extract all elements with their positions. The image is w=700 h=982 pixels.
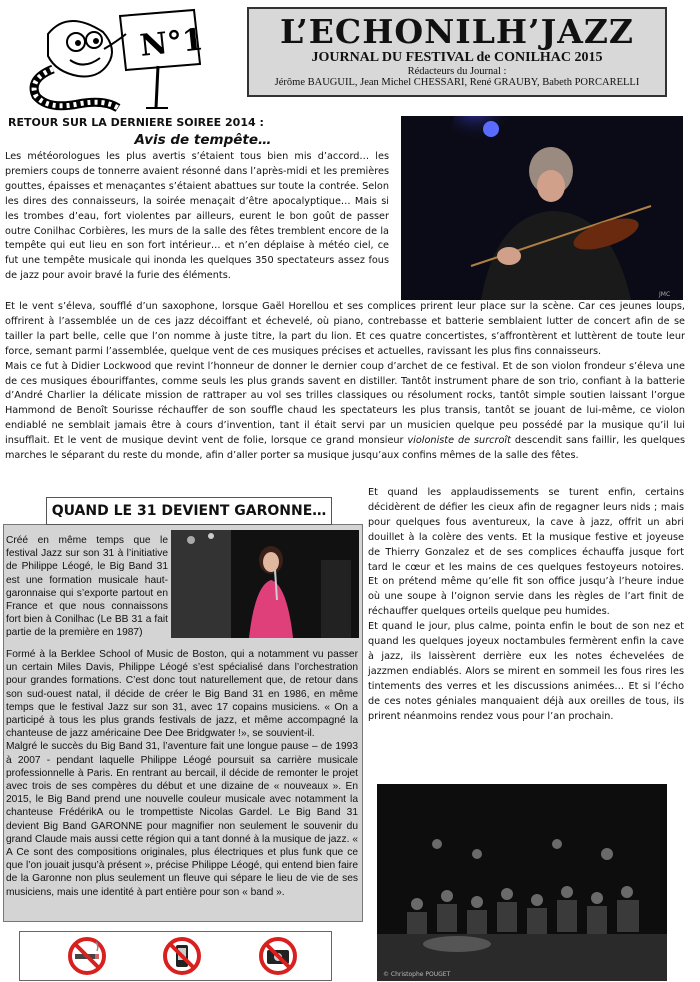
- paragraph-garonne: Malgré le succès du Big Band 31, l’aventure fait une longue pause – de 1993 à 2007 - pendant laquelle Philippe Léogé poursuit sa carrière musicale professionnelle à Paris. En rentrant au bercail, il décide de remonter le projet avec trois de ses compères du début et une dizaine de « nouveaux ». En 2015, le Big Band prend une nouvelle couleur musicale avec notamment la chanteuse FrédérikA ou le trompettiste Nicolas Gardel. Le Big Band 31 devient Big Band GARONNE pour magnifier non seulement le souvenir du grand Claude mais aussi cette région qui a tant donné à la musique de jazz. « A Ce sont des compositions originales, plus électriques et plus funk que ce que l’on jouait jusqu’à présent », précise Philippe Léogé, qui entend bien faire de la Garonne non plus seulement un fleuve qui sépare le lieu de vie de ses musiciens, mais une identité à part entière pour son « band ».: [6, 741, 358, 898]
- article-paragraph: Les météorologues les plus avertis s’étaient tous bien mis d’accord… les premiers coups de tonnerre avaient résonné dans l’après-midi et les premières gouttes, épaisses et menaçantes s’étaient abattues sur toute la contrée. Selon les dires des connaisseurs, la soirée menaçait d’être apocalyptique… Mais si les trombes d’eau, fort violentes par ailleurs, eurent le bon goût de passer outre Conilhac Corbières, les murs de la salle des fêtes tremblent encore de la tempête qui eut lieu en son fort intérieur… et n’en déplaise à météo ciel, ce fut une tempête musicale qui inonda les quelques 350 spectateurs assez fous de jazz pour avoir bravé la furie des éléments.: [5, 151, 389, 282]
- journal-subtitle: JOURNAL DU FESTIVAL de CONILHAC 2015: [311, 50, 603, 65]
- article-heading: RETOUR SUR LA DERNIERE SOIREE 2014 :: [8, 116, 264, 129]
- editors-names: Jérôme BAUGUIL, Jean Michel CHESSARI, René GRAUBY, Babeth PORCARELLI: [274, 77, 640, 88]
- paragraph-saxophone: Et le vent s’éleva, soufflé d’un saxophone, lorsque Gaël Horellou et ses complices prirent leur place sur la scène. Car ces jeunes loups, offrirent à l’assemblée un de ces jazz décoiffant et échevelé, où piano, contrebasse et batterie semblaient lutter de concert afin de se tailler la part belle, celle que l’on nomme à juste titre, la part du lion. Et ces quatre concertistes, s’affrontèrent et luttèrent de toute leur force, semant parmi l’assemblée, quelque vent de ces musiques précises et actuelles, ravissant les plus fins connaisseurs.: [5, 301, 685, 357]
- journal-title: L’ECHONILH’JAZZ: [280, 12, 634, 51]
- paragraph-applause: Et quand les applaudissements se turent enfin, certains décidèrent de défier les cieux afin de regagner leurs nids ; mais pour quelques fous aventureux, la cave à jazz, offrit un abri douillet à la colère des vents. Et la musique festive et joyeuse de Thierry Gonzalez et de ses complices échauffa jusque fort tard le cœur et les mains de ces quelques festoyeurs notoires. Et on prétend même qu’elle fit son office jusqu’à l’heure indue où une soupe à l’oignon servie dans les règles de l’art finit de réchauffer quelques orteils quelque peu humides.: [368, 487, 684, 618]
- paragraph-dawn: Et quand le jour, plus calme, pointa enfin le bout de son nez et quand les quelques joyeux noctambules fermèrent enfin la cave à jazz, ils laissèrent derrière eux les notes échevelées de jazzmen endiablés. Alors se mirent en sommeil les fous rires les tintements des verres et les discussions animées… Et si l’écho de ces notes géniales manquaient déjà aux oreilles de tous, ils prirent néanmoins rendez vous pour l’an prochain.: [368, 621, 684, 722]
- issue-number: N°1: [138, 22, 205, 64]
- italic-phrase: violoniste de surcroît: [407, 435, 511, 447]
- violinist-photo: [401, 116, 683, 300]
- article-paragraph-wide: [5, 300, 685, 464]
- paragraph-berklee: Formé à la Berklee School of Music de Boston, qui a notamment vu passer un certain Miles Davis, Philippe Léogé s’est spécialisé dans l’orchestration pour grandes formations. C’est donc tout naturellement que, de retour dans son sud-ouest natal, il décide de créer le Big Band 31 en 1986, en même temps que le festival Jazz sur son 31, avec 17 copains musiciens. « On a participé à tous les plus grands festivals de jazz, et même accompagné la chanteuse de jazz américaine Dee Dee Bridgwater !», se souvient-il.: [6, 649, 358, 740]
- article-subheading: Avis de tempête…: [134, 132, 272, 148]
- singer-photo: [171, 530, 359, 638]
- editors-label: Rédacteurs du Journal :: [407, 66, 507, 77]
- no-phone-icon: [162, 936, 202, 976]
- paragraph-lockwood-b: descendit sans faillir, les quelques marches le séparant du reste du monde, afin d’aller porter sa musique jusqu’aux confins mêmes de la salle des fêtes.: [5, 435, 685, 462]
- no-smoking-icon: [67, 936, 107, 976]
- sidebar-article-heading: QUAND LE 31 DEVIENT GARONNE…: [46, 497, 332, 525]
- masthead: [247, 7, 667, 97]
- article-right-column: [368, 486, 684, 725]
- photo-credit: JMC: [659, 291, 671, 298]
- sidebar-paragraph-body: [6, 648, 358, 899]
- mascot-illustration: [8, 4, 208, 112]
- photo-credit: © Christophe POUGET: [383, 971, 451, 978]
- paragraph-lockwood-a: Mais ce fut à Didier Lockwood que revint l’honneur de donner le dernier coup d’archet de ce festival. Et de son violon frondeur s’éleva une de ces musiques ébouriffantes, comme seuls les plus grands savent en distiller. Tantôt instrument phare de son trio, confiant à la batterie d’André Charlier la délicate mission de rattraper au vol ses trilles classiques ou résolument rocks, tantôt simple soutien laissant l’orgue Hammond de Benoît Sourisse réchauffer de son souffle chaud les spectateurs les plus transis, tantôt se jouant de lui-même, ce violon endiablé ne semblait jamais être à cours d’invention, tant il était servi par un musicien quelque peu possédé par la musique qu’il lui insufflait. Et le vent de musique devint vent de folie, lorsque ce grand monsieur: [5, 360, 685, 447]
- big-band-photo: [377, 784, 667, 981]
- no-camera-icon: [258, 936, 298, 976]
- sidebar-paragraph-intro: Créé en même temps que le festival Jazz sur son 31 à l’initiative de Philippe Léogé, le Big Band 31 est une formation musicale haut-garonnaise qui s’exporte partout en France et que nous connaissons fort bien à Conilhac (Le BB 31 a fait partie de la première en 1987): [6, 535, 168, 639]
